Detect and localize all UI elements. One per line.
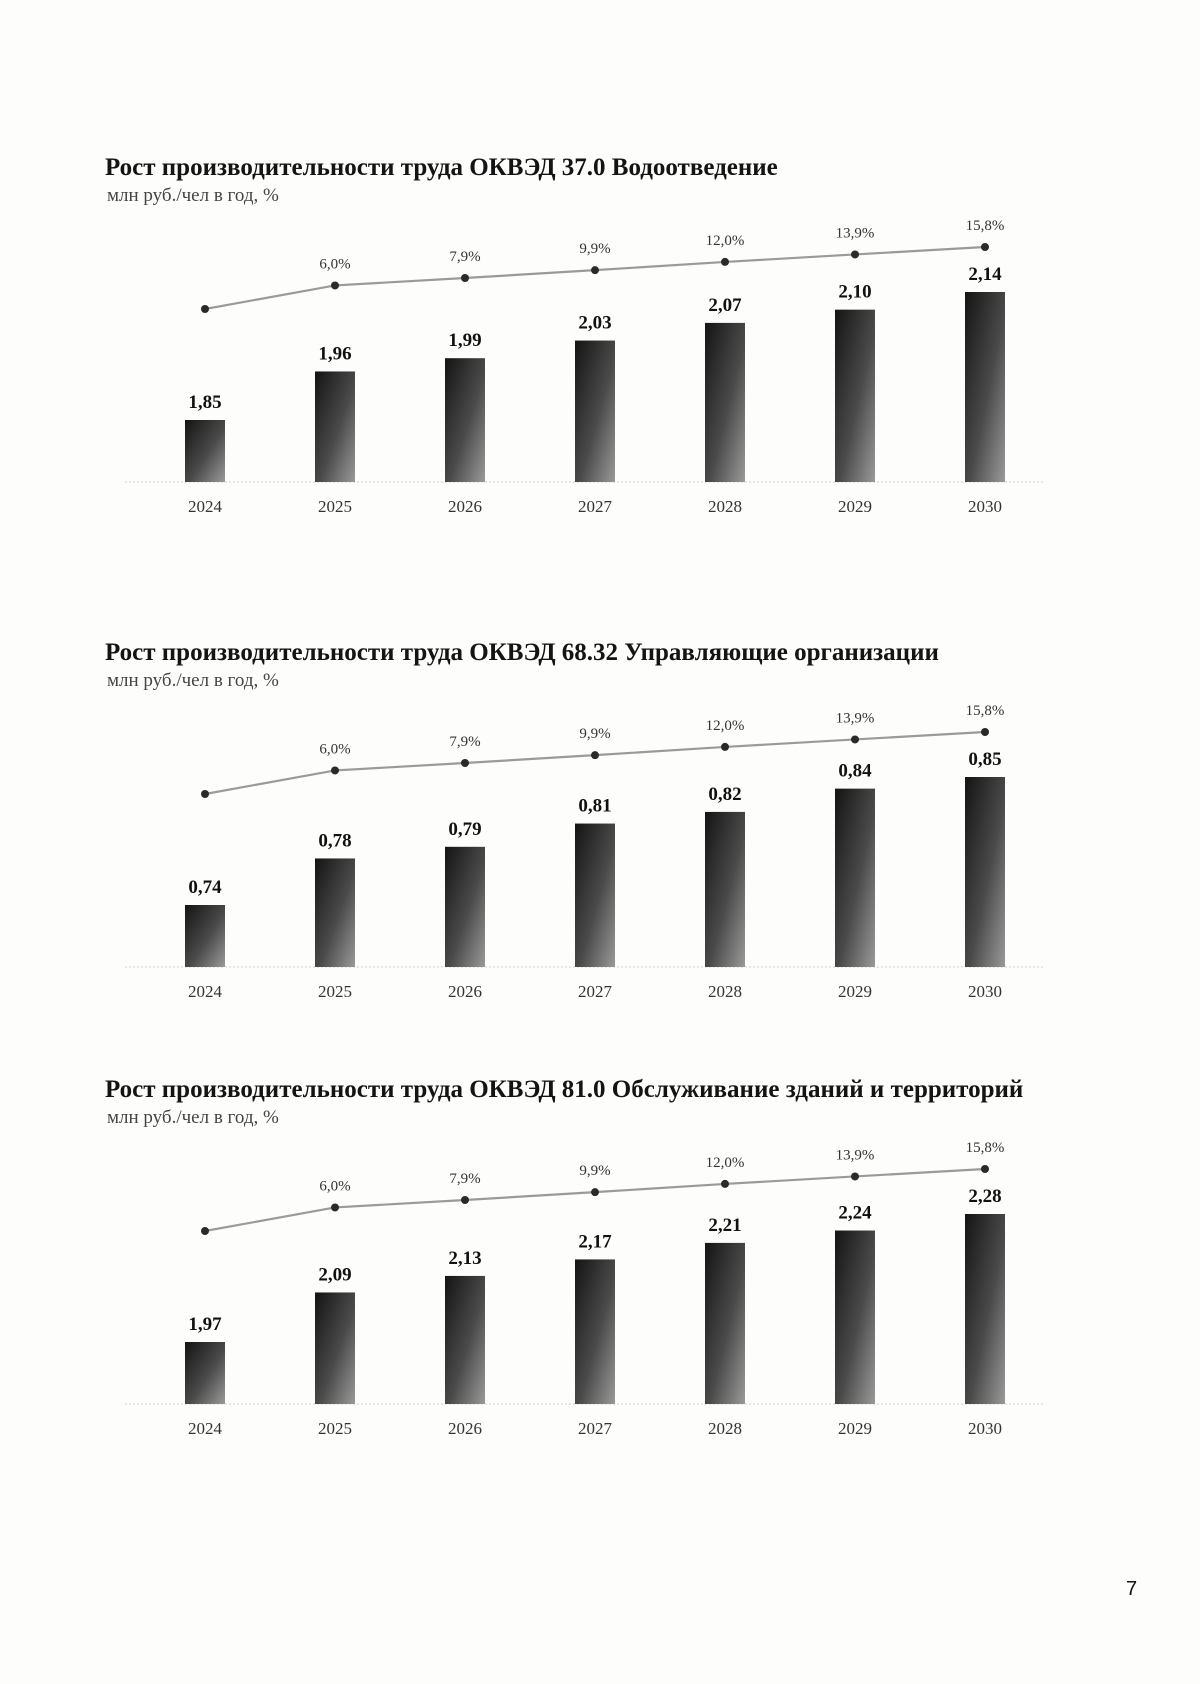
bar-2025 <box>315 858 355 967</box>
bar-2028 <box>705 1243 745 1404</box>
growth-point <box>461 759 469 767</box>
x-tick-label: 2024 <box>188 1419 222 1438</box>
growth-pct-label: 9,9% <box>579 726 611 743</box>
growth-pct-label: 6,0% <box>319 1178 351 1195</box>
bar-2028 <box>705 323 745 482</box>
growth-pct-label: 12,0% <box>705 1154 745 1171</box>
growth-point <box>851 735 859 743</box>
bar-value-label: 2,24 <box>838 1202 872 1224</box>
growth-pct-label: 12,0% <box>705 232 745 249</box>
bar-value-label: 2,03 <box>578 312 612 334</box>
chart-title: Рост производительности труда ОКВЭД 81.0 Обслуживание зданий и территорий <box>105 1076 1024 1103</box>
chart-okved-68-32 <box>105 692 1085 1010</box>
x-tick-label: 2027 <box>578 982 612 1001</box>
bar-value-label: 2,17 <box>578 1231 612 1253</box>
bar-2024 <box>185 420 225 482</box>
growth-point <box>591 266 599 274</box>
growth-point <box>591 751 599 759</box>
bar-2026 <box>445 358 485 482</box>
bar-value-label: 0,85 <box>968 749 1002 770</box>
bar-2026 <box>445 1276 485 1404</box>
x-tick-label: 2029 <box>838 982 872 1001</box>
x-tick-label: 2028 <box>708 497 742 516</box>
x-tick-label: 2030 <box>968 1419 1002 1438</box>
bar-2024 <box>185 905 225 967</box>
chart-okved-81 <box>105 1129 1085 1447</box>
growth-point <box>981 243 989 251</box>
chart-title: Рост производительности труда ОКВЭД 37.0 Водоотведение <box>105 154 778 181</box>
bar-value-label: 1,99 <box>448 330 482 352</box>
bar-value-label: 2,10 <box>838 281 872 303</box>
bar-value-label: 0,79 <box>448 818 482 840</box>
chart-unit-label: млн руб./чел в год, % <box>107 185 279 206</box>
bar-2030 <box>965 1214 1005 1404</box>
growth-pct-label: 9,9% <box>579 241 611 258</box>
bar-value-label: 0,82 <box>708 783 742 805</box>
growth-point <box>331 1203 339 1211</box>
bar-2030 <box>965 777 1005 967</box>
growth-pct-label: 9,9% <box>579 1163 611 1180</box>
bar-2027 <box>575 824 615 967</box>
chart-block-okved-68-32 <box>105 637 1105 1010</box>
bar-value-label: 0,84 <box>838 760 872 782</box>
growth-point <box>201 1227 209 1235</box>
bar-value-label: 2,13 <box>448 1247 482 1269</box>
x-tick-label: 2030 <box>968 497 1002 516</box>
x-tick-label: 2025 <box>318 1419 352 1438</box>
x-tick-label: 2028 <box>708 1419 742 1438</box>
bar-2027 <box>575 341 615 482</box>
x-tick-label: 2027 <box>578 1419 612 1438</box>
growth-point <box>331 281 339 289</box>
x-tick-label: 2027 <box>578 497 612 516</box>
bar-value-label: 2,07 <box>708 294 742 316</box>
bar-value-label: 2,28 <box>968 1186 1002 1207</box>
x-tick-label: 2029 <box>838 1419 872 1438</box>
growth-point <box>721 1180 729 1188</box>
bar-value-label: 2,21 <box>708 1214 742 1236</box>
growth-point <box>201 790 209 798</box>
x-tick-label: 2028 <box>708 982 742 1001</box>
x-tick-label: 2025 <box>318 982 352 1001</box>
growth-point <box>461 1196 469 1204</box>
bar-2025 <box>315 371 355 482</box>
bar-value-label: 2,09 <box>318 1264 352 1286</box>
bar-value-label: 2,14 <box>968 264 1002 285</box>
x-tick-label: 2029 <box>838 497 872 516</box>
bar-2027 <box>575 1259 615 1404</box>
x-tick-label: 2026 <box>448 982 482 1001</box>
growth-pct-label: 13,9% <box>835 225 875 242</box>
x-tick-label: 2024 <box>188 497 222 516</box>
growth-point <box>981 1165 989 1173</box>
page-number: 7 <box>1126 1578 1138 1600</box>
chart-block-okved-81 <box>105 1074 1105 1447</box>
x-tick-label: 2024 <box>188 982 222 1001</box>
chart-title: Рост производительности труда ОКВЭД 68.32 Управляющие организации <box>105 639 939 666</box>
bar-value-label: 0,81 <box>578 795 612 817</box>
chart-block-okved-37 <box>105 152 1105 525</box>
growth-pct-label: 7,9% <box>449 734 481 750</box>
growth-pct-label: 13,9% <box>835 1147 875 1164</box>
growth-point <box>721 743 729 751</box>
bar-2026 <box>445 847 485 967</box>
growth-point <box>591 1188 599 1196</box>
growth-pct-label: 7,9% <box>449 1171 481 1187</box>
growth-pct-label: 12,0% <box>705 717 745 734</box>
bar-value-label: 1,96 <box>318 343 352 365</box>
growth-pct-label: 6,0% <box>319 256 351 273</box>
bar-2024 <box>185 1342 225 1404</box>
growth-point <box>851 1172 859 1180</box>
bar-2025 <box>315 1292 355 1404</box>
bar-value-label: 0,78 <box>318 830 352 852</box>
chart-okved-37 <box>105 207 1085 525</box>
bar-2029 <box>835 1231 875 1404</box>
growth-pct-label: 15,8% <box>965 1140 1005 1156</box>
bar-value-label: 0,74 <box>188 877 222 898</box>
growth-pct-label: 15,8% <box>965 703 1005 719</box>
bar-2029 <box>835 789 875 967</box>
growth-point <box>331 766 339 774</box>
x-tick-label: 2026 <box>448 497 482 516</box>
growth-point <box>461 274 469 282</box>
growth-pct-label: 7,9% <box>449 249 481 265</box>
bar-2029 <box>835 310 875 482</box>
chart-unit-label: млн руб./чел в год, % <box>107 670 279 691</box>
growth-point <box>201 305 209 313</box>
bar-value-label: 1,85 <box>188 392 222 413</box>
growth-point <box>981 728 989 736</box>
bar-2028 <box>705 812 745 967</box>
x-tick-label: 2026 <box>448 1419 482 1438</box>
growth-point <box>851 250 859 258</box>
growth-pct-label: 15,8% <box>965 218 1005 234</box>
chart-unit-label: млн руб./чел в год, % <box>107 1107 279 1128</box>
growth-pct-label: 13,9% <box>835 710 875 727</box>
x-tick-label: 2025 <box>318 497 352 516</box>
bar-value-label: 1,97 <box>188 1314 222 1335</box>
x-tick-label: 2030 <box>968 982 1002 1001</box>
bar-2030 <box>965 292 1005 482</box>
growth-point <box>721 258 729 266</box>
growth-pct-label: 6,0% <box>319 741 351 758</box>
